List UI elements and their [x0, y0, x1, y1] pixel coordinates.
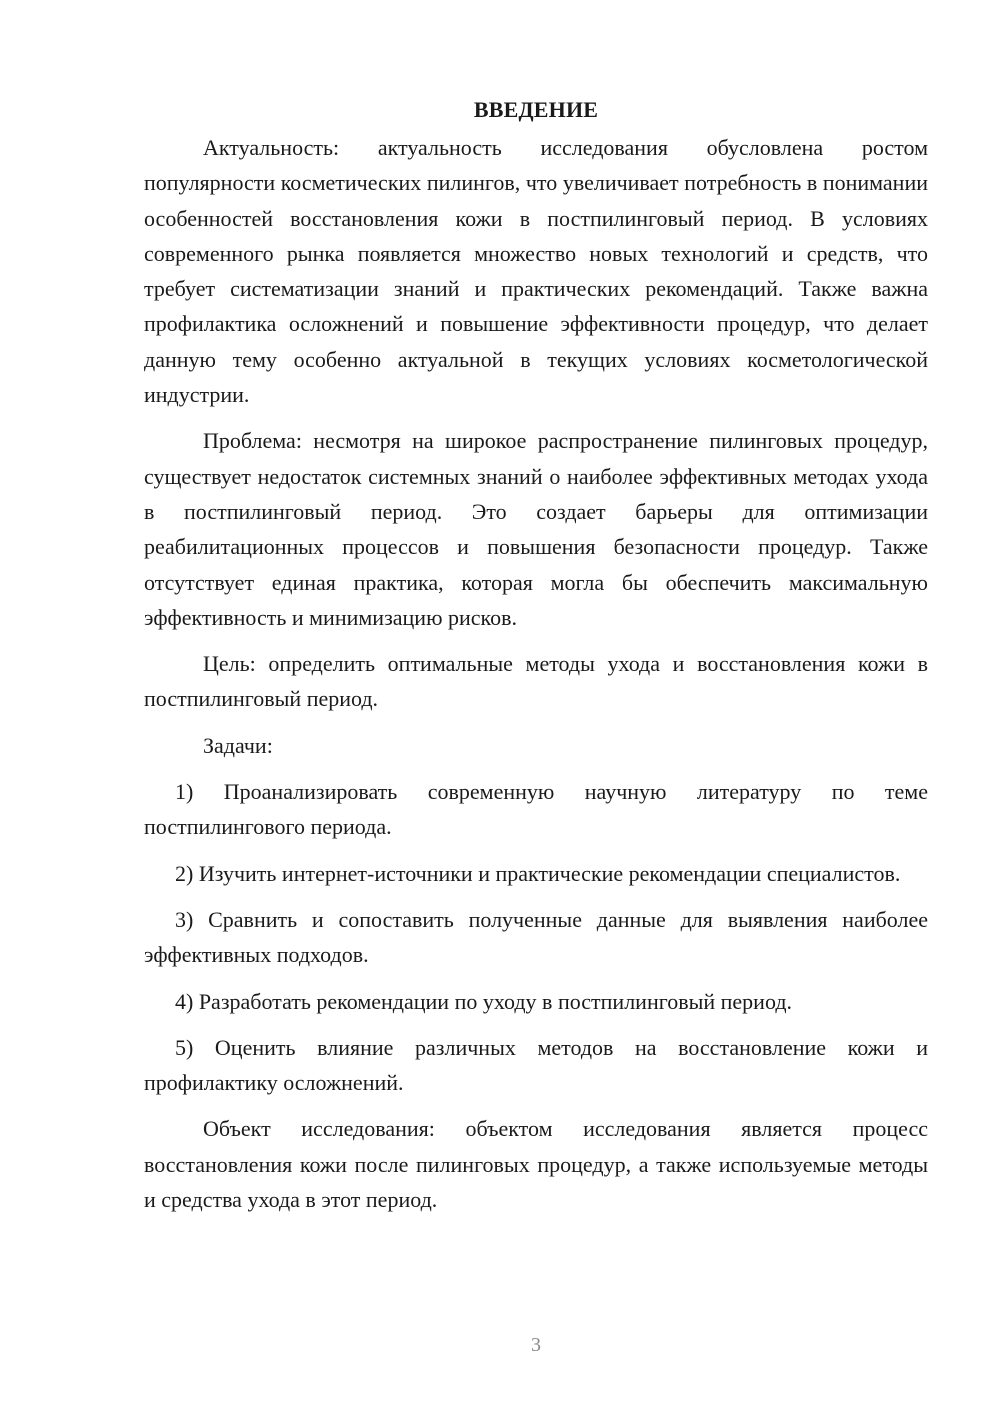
page-content [144, 94, 928, 1228]
object-paragraph: Объект исследования: объектом исследования является процесс восстановления кожи после пилинговых процедур, а также используемые методы и средства ухода в этот период. [144, 1116, 928, 1213]
relevance-paragraph: Актуальность: актуальность исследования обусловлена ростом популярности косметических пилингов, что увеличивает потребность в понимании особенностей восстановления кожи в постпилинговый период. В условиях современного рынка появляется множество новых технологий и средств, что требует систематизации знаний и практических рекомендаций. Также важна профилактика осложнений и повышение эффективности процедур, что делает данную тему особенно актуальной в текущих условиях косметологической индустрии. [144, 135, 928, 408]
task-item-1: 1) Проанализировать современную научную литературу по теме постпилингового периода. [144, 779, 928, 840]
goal-paragraph: Цель: определить оптимальные методы ухода и восстановления кожи в постпилинговый период. [144, 651, 928, 712]
task-item-5: 5) Оценить влияние различных методов на восстановление кожи и профилактику осложнений. [144, 1034, 928, 1096]
page-number: 3 [531, 1334, 541, 1356]
task-item-2: 2) Изучить интернет-источники и практические рекомендации специалистов. [175, 860, 901, 886]
task-item-4: 4) Разработать рекомендации по уходу в постпилинговый период. [175, 988, 793, 1014]
problem-paragraph: Проблема: несмотря на широкое распространение пилинговых процедур, существует недостаток системных знаний о наиболее эффективных методах ухода в постпилинговый период. Это создает барьеры для оптимизации реабилитационных процессов и повышения безопасности процедур. Также отсутствует единая практика, которая могла бы обеспечить максимальную эффективность и минимизацию рисков. [144, 428, 928, 630]
task-item-3: 3) Сравнить и сопоставить полученные данные для выявления наиболее эффективных подходов. [144, 906, 928, 968]
tasks-label: Задачи: [203, 732, 273, 758]
section-title: ВВЕДЕНИЕ [473, 97, 599, 122]
